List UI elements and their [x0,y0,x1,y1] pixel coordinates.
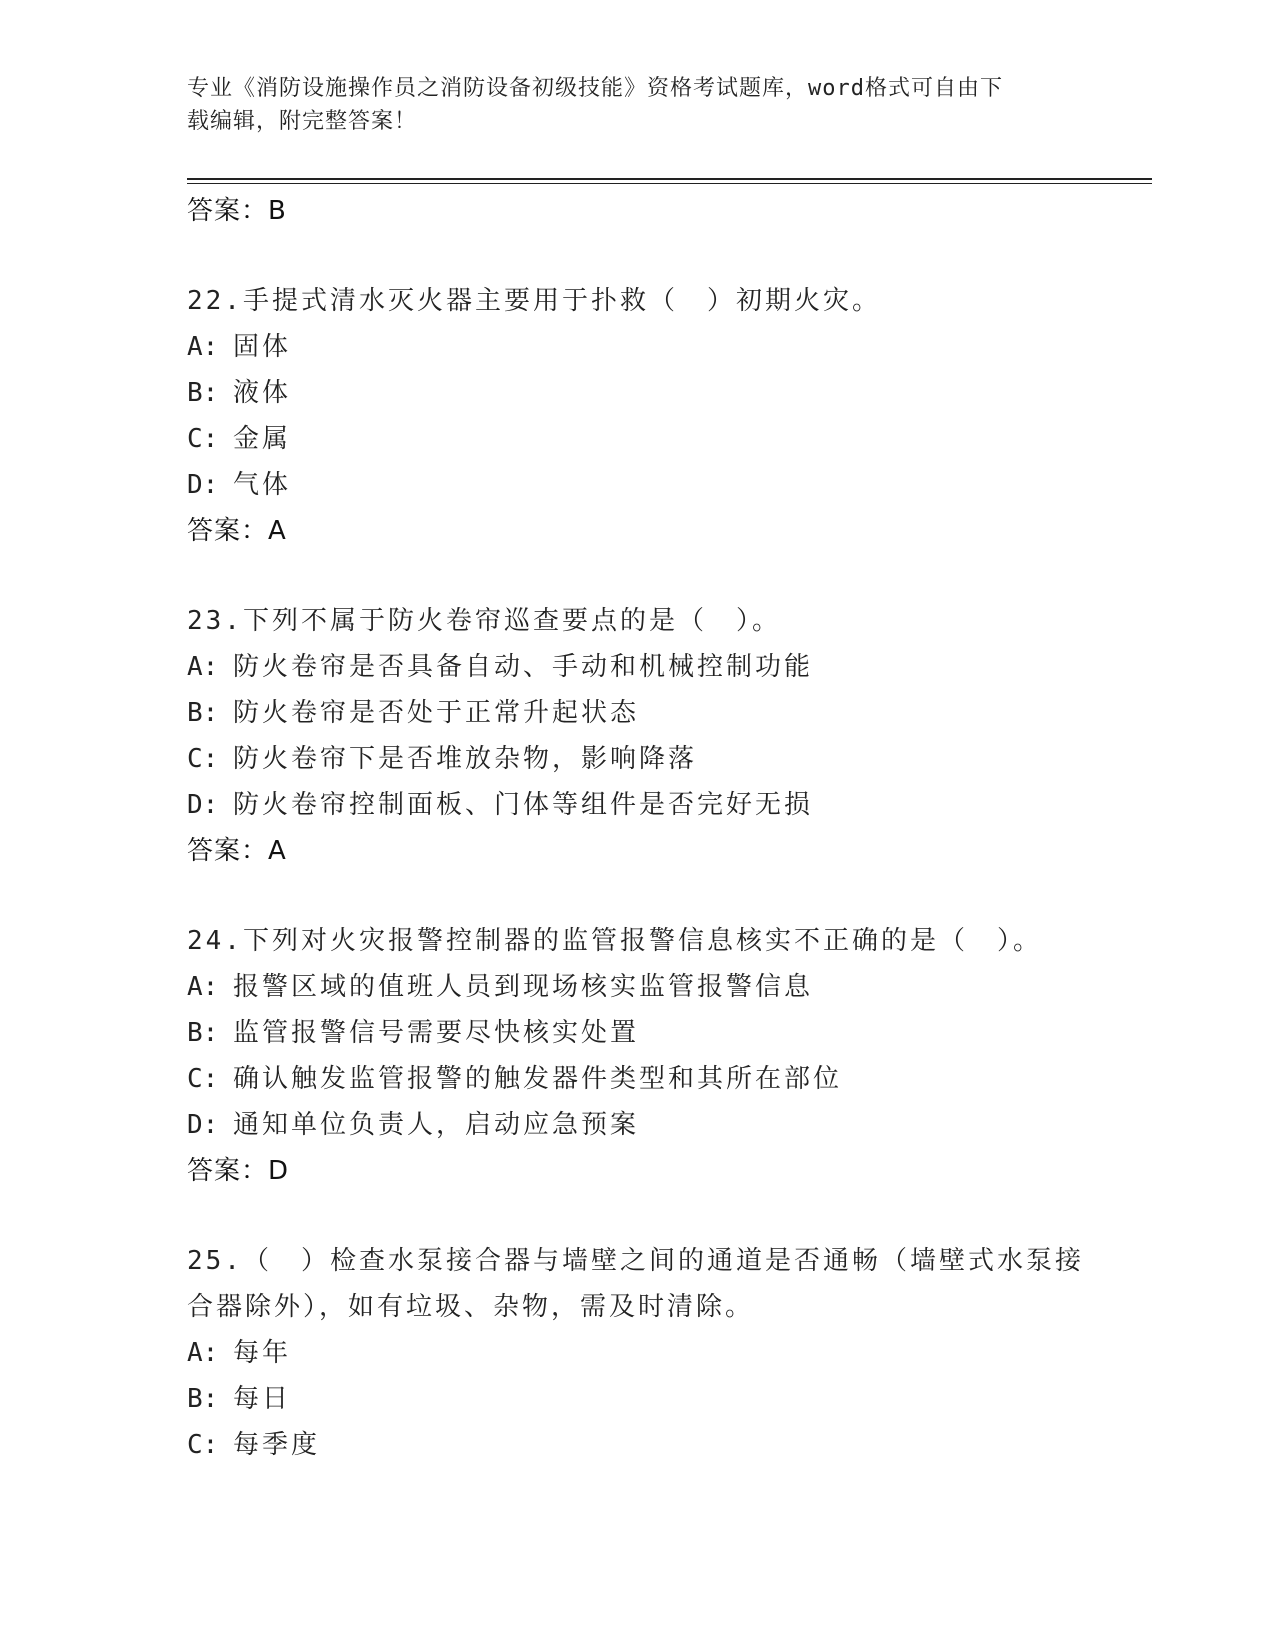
question-23 [187,598,1087,874]
header-divider-thin [187,183,1152,184]
question-answer: 答案：D [187,1156,290,1186]
option-b [187,1010,1087,1056]
option-a [187,644,1087,690]
option-b [187,690,1087,736]
question-stem: 24.下列对火灾报警控制器的监管报警信息核实不正确的是（ ）。 [187,926,1042,956]
option-text: 每年 [233,1338,292,1368]
option-letter: C: [187,1064,219,1094]
option-d [187,462,1087,508]
option-text: 气体 [233,470,292,500]
question-22 [187,278,1087,554]
option-letter: D: [187,470,219,500]
option-c [187,1422,1087,1468]
option-text: 通知单位负责人，启动应急预案 [233,1110,640,1140]
header-description-line-2: 载编辑，附完整答案！ [187,109,418,134]
question-stem: 22.手提式清水灭火器主要用于扑救（ ）初期火灾。 [187,286,881,316]
option-text: 防火卷帘是否具备自动、手动和机械控制功能 [233,652,814,682]
option-letter: C: [187,744,219,774]
option-b [187,370,1087,416]
option-letter: A: [187,652,219,682]
question-25 [187,1238,1087,1468]
option-letter: C: [187,424,219,454]
option-letter: A: [187,972,219,1002]
option-text: 金属 [233,424,292,454]
option-d [187,1102,1087,1148]
option-text: 防火卷帘是否处于正常升起状态 [233,698,640,728]
question-answer: 答案：A [187,836,287,866]
option-letter: C: [187,1430,219,1460]
option-a [187,324,1087,370]
option-d [187,782,1087,828]
option-text: 报警区域的值班人员到现场核实监管报警信息 [233,972,814,1002]
spacer [187,1194,1087,1238]
option-text: 固体 [233,332,292,362]
option-b [187,1376,1087,1422]
option-c [187,736,1087,782]
previous-answer: 答案：B [187,196,287,226]
option-c [187,416,1087,462]
document-header [187,72,1067,138]
question-answer: 答案：A [187,516,287,546]
spacer [187,234,1087,278]
option-text: 每日 [233,1384,292,1414]
option-text: 每季度 [233,1430,321,1460]
option-letter: D: [187,1110,219,1140]
option-letter: B: [187,378,219,408]
option-c [187,1056,1087,1102]
header-divider-thick [187,178,1152,180]
option-text: 确认触发监管报警的触发器件类型和其所在部位 [233,1064,843,1094]
question-stem: 23.下列不属于防火卷帘巡查要点的是（ ）。 [187,606,781,636]
option-letter: A: [187,1338,219,1368]
spacer [187,554,1087,598]
option-text: 液体 [233,378,292,408]
option-letter: B: [187,698,219,728]
option-letter: D: [187,790,219,820]
option-letter: A: [187,332,219,362]
question-stem: 25.（ ）检查水泵接合器与墙壁之间的通道是否通畅（墙壁式水泵接合器除外），如有垃圾、杂物，需及时清除。 [187,1246,1084,1322]
option-a [187,964,1087,1010]
option-text: 监管报警信号需要尽快核实处置 [233,1018,640,1048]
question-list [187,188,1087,1468]
option-letter: B: [187,1018,219,1048]
option-letter: B: [187,1384,219,1414]
option-a [187,1330,1087,1376]
header-description-line-1: 专业《消防设施操作员之消防设备初级技能》资格考试题库，word格式可自由下 [187,76,1003,101]
option-text: 防火卷帘控制面板、门体等组件是否完好无损 [233,790,814,820]
question-24 [187,918,1087,1194]
option-text: 防火卷帘下是否堆放杂物，影响降落 [233,744,698,774]
spacer [187,874,1087,918]
